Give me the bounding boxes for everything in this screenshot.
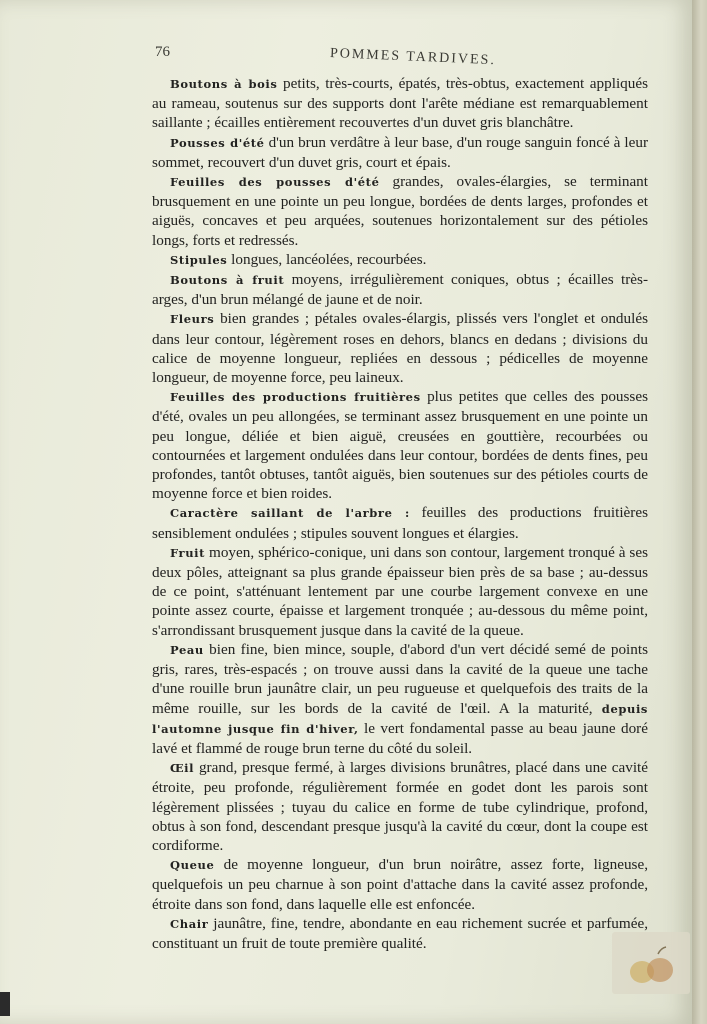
paragraph-fleurs [152, 309, 648, 387]
paragraph-chair [152, 914, 648, 953]
paragraph-queue [152, 855, 648, 914]
apple-illustration [612, 932, 690, 994]
paragraph-text: moyen, sphérico-conique, uni dans son contour, largement tronqué à ses deux pôles, atteignant sa plus grande épaisseur bien près de sa base ; au-dessus de ce point, s'atténuant lentement par une courbe largement convexe en une pointe assez courte, épaisse et largement tronquée ; au-dessous du même point, s'arrondissant brusquement jusque dans la cavité de la queue. [152, 543, 648, 639]
paragraph-text: de moyenne longueur, d'un brun noirâtre, assez forte, ligneuse, quelquefois un peu charnue à son point d'attache dans la cavité assez profonde, étroite dans son fond, dans laquelle elle est enfoncée. [152, 856, 648, 913]
paragraph-text: longues, lancéolées, recourbées. [227, 250, 427, 268]
paragraph-text: grandes, ovales-élargies, se terminant brusquement en une pointe un peu longue, bordées de dents larges, profondes et aiguës, concaves et peu arquées, soutenues horizontalement sur des pétioles longs, forts et redressés. [152, 173, 648, 249]
page-number: 76 [155, 44, 170, 60]
lead-term: Feuilles des productions fruitières [170, 390, 421, 405]
paragraph-pousses [152, 133, 648, 172]
paragraph-text: plus petites que celles des pousses d'été, ovales un peu allongées, se terminant assez brusquement en une pointe un peu longue, déliée et bien aiguë, creusées en gouttière, recourbées ou contournées et largement ondulées dans leur contour, bordées de dents fines, peu profondes, tantôt obtuses, tantôt aiguës, bien soutenues sur des pétioles courts de moyenne force et bien roides. [152, 388, 648, 503]
paragraph-peau [152, 640, 648, 758]
lead-term: Boutons à fruit [170, 273, 285, 288]
paragraph-feuilles-productions [152, 387, 648, 503]
page-edge [692, 0, 707, 1024]
paragraph-oeil [152, 758, 648, 855]
apple-icon [612, 932, 690, 994]
body-text [152, 74, 648, 953]
lead-term: Feuilles des pousses d'été [170, 175, 380, 190]
paragraph-fruit [152, 543, 648, 640]
paragraph-text: bien grandes ; pétales ovales-élargis, plissés vers l'onglet et ondulés dans leur contour, légèrement roses en dehors, blancs en dedans ; divisions du calice de moyenne longueur, repliées en dessous ; pédicelles de moyenne longueur, de moyenne force, peu laineux. [152, 310, 648, 387]
paragraph-text: petits, très-courts, épatés, très-obtus, exactement appliqués au rameau, soutenus sur des supports dont l'arête médiane est remarquablement saillante ; écailles entièrement recouvertes d'un duvet gris blanchâtre. [152, 75, 649, 132]
lead-term: Peau [170, 642, 204, 657]
running-head: POMMES TARDIVES. [329, 46, 497, 69]
paragraph-text: grand, presque fermé, à larges divisions brunâtres, placé dans une cavité étroite, peu profonde, régulièrement formée en godet dont les parois sont légèrement plissées ; tuyau du calice en forme de tube cylindrique, profond, obtus à son fond, descendant presque jusqu'à la cavité du cœur, dont la coupe est cordiforme. [152, 759, 648, 854]
paragraph-text: bien fine, bien mince, souple, d'abord d'un vert décidé semé de points gris, rares, très-espacés ; on trouve aussi dans la cavité de la queue une tache d'une rouille brun jaunâtre clair, un peu rugueuse et quelquefois des traits de la même rouille, sur les bords de la cavité de l'œil. A la maturité, [152, 640, 648, 717]
lead-term: Caractère saillant de l'arbre : [170, 506, 410, 521]
paragraph-caractere [152, 503, 648, 542]
lead-term: Boutons à bois [170, 77, 278, 91]
lead-term: Stipules [170, 252, 228, 267]
binding-mark [0, 992, 10, 1016]
paragraph-boutons-fruit [152, 270, 648, 309]
lead-term: Chair [170, 916, 209, 931]
paragraph-text-continued: le vert fondamental passe au beau jaune doré lavé et flammé de rouge brun terne du côté du soleil. [152, 719, 648, 757]
lead-term: Œil [170, 761, 195, 776]
paragraph-text: jaunâtre, fine, tendre, abondante en eau richement sucrée et parfumée, constituant un fruit de toute première qualité. [152, 914, 648, 952]
lead-term-maturity: depuis l'automne jusque fin d'hiver, [152, 701, 648, 736]
lead-term: Pousses d'été [170, 135, 265, 150]
lead-term: Fruit [170, 545, 206, 560]
paragraph-boutons-bois [152, 74, 648, 133]
paragraph-text: d'un brun verdâtre à leur base, d'un rouge sanguin foncé à leur sommet, recouvert d'un duvet gris, court et épais. [152, 133, 648, 171]
paragraph-text: moyens, irrégulièrement coniques, obtus ; écailles très-arges, d'un brun mélangé de jaune et de noir. [152, 271, 648, 309]
lead-term: Fleurs [170, 312, 215, 327]
lead-term: Queue [170, 858, 215, 873]
paragraph-text: feuilles des productions fruitières sensiblement ondulées ; stipules souvent longues et élargies. [152, 504, 648, 542]
paragraph-feuilles-pousses [152, 172, 648, 250]
paragraph-stipules [152, 250, 648, 270]
